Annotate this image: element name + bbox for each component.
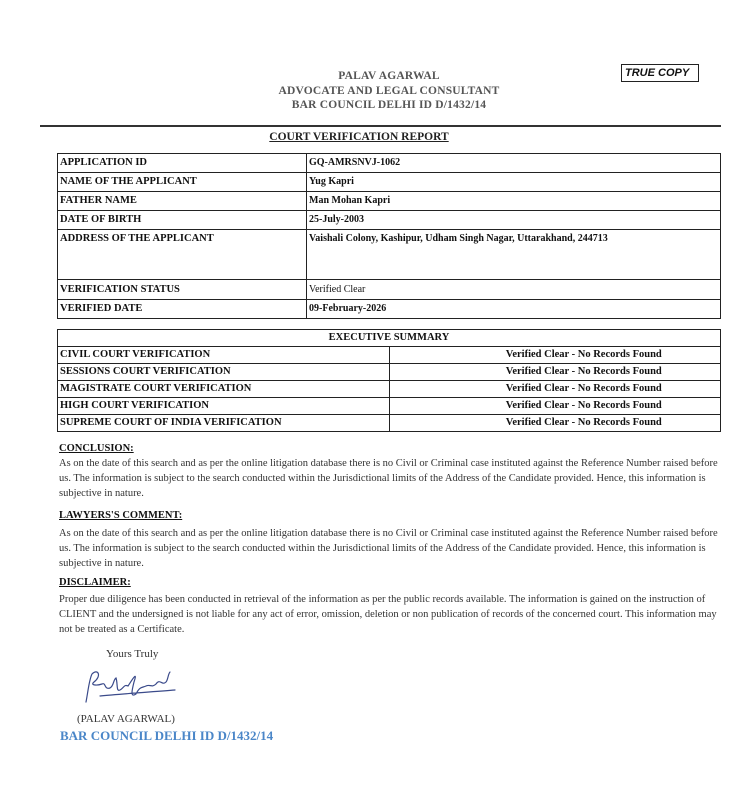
- table-row: [58, 347, 721, 364]
- executive-summary-table: [57, 329, 721, 432]
- lawyers-comment-text: As on the date of this search and as per the online litigation database there is no Civil or Criminal case instituted against the Reference Number raised before us. The information is subject to the search conducted within the Jurisdictional limits of the Address of the Candidate provided. Hence, this information is subjective in nature.: [59, 528, 718, 569]
- table-row: [58, 280, 721, 300]
- detail-value: 09-February-2026: [307, 300, 721, 319]
- table-header-row: [58, 330, 721, 347]
- lawyers-comment-heading: LAWYERS'S COMMENT:: [59, 510, 183, 521]
- summary-title: EXECUTIVE SUMMARY: [58, 330, 721, 347]
- signatory-name: (PALAV AGARWAL): [77, 713, 175, 725]
- applicant-details-table: [57, 153, 721, 319]
- detail-label: DATE OF BIRTH: [58, 211, 307, 230]
- conclusion-heading: CONCLUSION:: [59, 443, 134, 454]
- table-row: [58, 173, 721, 192]
- advocate-bar-id: BAR COUNCIL DELHI ID D/1432/14: [291, 99, 487, 111]
- signatory-bar-id: BAR COUNCIL DELHI ID D/1432/14: [60, 728, 274, 743]
- table-row: [58, 398, 721, 415]
- header-divider: [40, 125, 721, 127]
- detail-value: Vaishali Colony, Kashipur, Udham Singh Nagar, Uttarakhand, 244713: [307, 230, 721, 280]
- sign-off: Yours Truly: [106, 648, 159, 660]
- detail-value: Man Mohan Kapri: [307, 192, 721, 211]
- table-row: [58, 211, 721, 230]
- detail-value: Yug Kapri: [307, 173, 721, 192]
- court-result: Verified Clear - No Records Found: [389, 381, 721, 398]
- detail-value: Verified Clear: [307, 280, 721, 300]
- court-result: Verified Clear - No Records Found: [389, 347, 721, 364]
- report-title: COURT VERIFICATION REPORT: [269, 131, 449, 143]
- court-label: SUPREME COURT OF INDIA VERIFICATION: [58, 415, 390, 432]
- court-label: CIVIL COURT VERIFICATION: [58, 347, 390, 364]
- handwritten-signature: [80, 666, 180, 706]
- disclaimer-heading: DISCLAIMER:: [59, 577, 131, 588]
- court-result: Verified Clear - No Records Found: [389, 364, 721, 381]
- table-row: [58, 192, 721, 211]
- conclusion-text: As on the date of this search and as per the online litigation database there is no Civil or Criminal case instituted against the Reference Number raised before us. The information is subject to the search conducted within the Jurisdictional limits of the Address of the Candidate provided. Hence, this information is subjective in nature.: [59, 458, 718, 499]
- detail-label: VERIFICATION STATUS: [58, 280, 307, 300]
- court-result: Verified Clear - No Records Found: [389, 415, 721, 432]
- advocate-name: PALAV AGARWAL: [338, 70, 440, 82]
- detail-label: NAME OF THE APPLICANT: [58, 173, 307, 192]
- detail-label: FATHER NAME: [58, 192, 307, 211]
- disclaimer-text: Proper due diligence has been conducted in retrieval of the information as per the public records available. The information is gained on the instruction of CLIENT and the undersigned is not liable for any act of error, omission, deletion or non publication of records of the concerned court. This information may not be treated as a Certificate.: [59, 594, 717, 635]
- table-row: [58, 364, 721, 381]
- detail-label: APPLICATION ID: [58, 154, 307, 173]
- true-copy-stamp: TRUE COPY: [621, 64, 699, 82]
- table-row: [58, 381, 721, 398]
- table-row: [58, 415, 721, 432]
- advocate-designation: ADVOCATE AND LEGAL CONSULTANT: [278, 84, 500, 97]
- detail-label: ADDRESS OF THE APPLICANT: [58, 230, 307, 280]
- detail-label: VERIFIED DATE: [58, 300, 307, 319]
- table-row: [58, 230, 721, 280]
- detail-value: 25-July-2003: [307, 211, 721, 230]
- court-label: SESSIONS COURT VERIFICATION: [58, 364, 390, 381]
- detail-value: GQ-AMRSNVJ-1062: [307, 154, 721, 173]
- table-row: [58, 300, 721, 319]
- court-result: Verified Clear - No Records Found: [389, 398, 721, 415]
- court-label: MAGISTRATE COURT VERIFICATION: [58, 381, 390, 398]
- table-row: [58, 154, 721, 173]
- court-label: HIGH COURT VERIFICATION: [58, 398, 390, 415]
